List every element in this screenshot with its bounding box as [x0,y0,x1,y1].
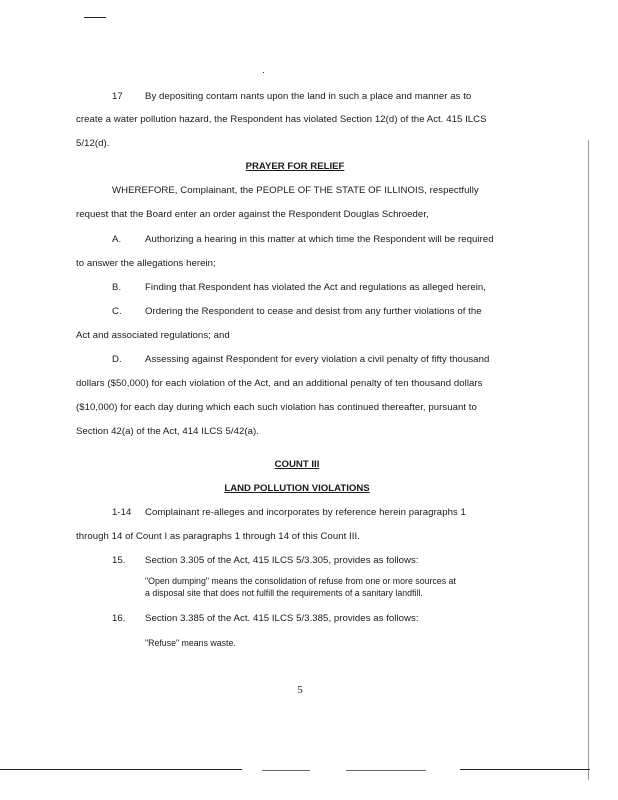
scan-artifact-bottom-left [0,769,242,770]
page-number: 5 [297,684,303,696]
item-d-line3: ($10,000) for each day during which each such violation has continued thereafter, pursuant to [76,402,477,413]
para16-line1: Section 3.385 of the Act. 415 ILCS 5/3.385, provides as follows: [145,613,419,624]
item-a-line2: to answer the allegations herein; [76,258,216,269]
item-c-line1: Ordering the Respondent to cease and desist from any further violations of the [145,306,482,317]
scan-artifact-bottom-right [460,769,590,770]
item-a-letter: A. [112,234,122,245]
scan-artifact-bottom-mid [262,770,310,771]
para1-14-line2: through 14 of Count I as paragraphs 1 through 14 of this Count III. [76,531,360,542]
scan-artifact-bottom-mid2 [346,770,426,771]
para17-number: 17 [112,91,123,102]
item-d-line2: dollars ($50,000) for each violation of the Act, and an additional penalty of ten thousand dollars [76,378,483,389]
para15-line1: Section 3.305 of the Act, 415 ILCS 5/3.305, provides as follows: [145,555,419,566]
scan-artifact-dot [263,72,264,73]
item-a-line1: Authorizing a hearing in this matter at which time the Respondent will be required [145,234,494,245]
para16-number: 16. [112,613,126,624]
prayer-heading: PRAYER FOR RELIEF [245,161,345,172]
para16-quote-line1: "Refuse" means waste. [145,638,236,648]
para1-14-line1: Complainant re-alleges and incorporates by reference herein paragraphs 1 [145,507,466,518]
para17-line1: By depositing contam nants upon the land in such a place and manner as to [145,91,472,102]
item-d-letter: D. [112,354,122,365]
para15-number: 15. [112,555,126,566]
count-heading: COUNT III [274,459,320,470]
scan-artifact-top-left [84,17,106,18]
item-b-letter: B. [112,282,122,293]
para15-quote-line1: "Open dumping" means the consolidation of refuse from one or more sources at [145,576,456,586]
item-c-letter: C. [112,306,122,317]
count-subheading: LAND POLLUTION VIOLATIONS [224,483,370,494]
para1-14-number: 1-14 [112,507,132,518]
prayer-intro-line2: request that the Board enter an order against the Respondent Douglas Schroeder, [76,209,429,220]
item-c-line2: Act and associated regulations; and [76,330,230,341]
item-d-line4: Section 42(a) of the Act, 414 ILCS 5/42(a). [76,426,259,437]
item-d-line1: Assessing against Respondent for every violation a civil penalty of fifty thousand [145,354,490,365]
item-b-line1: Finding that Respondent has violated the Act and regulations as alleged herein, [145,282,487,293]
para17-line2: create a water pollution hazard, the Respondent has violated Section 12(d) of the Act. 415 ILCS [76,114,487,125]
prayer-intro-line1: WHEREFORE, Complainant, the PEOPLE OF THE STATE OF ILLINOIS, respectfully [112,185,479,196]
para17-line3: 5/12(d). [76,138,110,149]
para15-quote-line2: a disposal site that does not fulfill the requirements of a sanitary landfill. [145,588,423,598]
